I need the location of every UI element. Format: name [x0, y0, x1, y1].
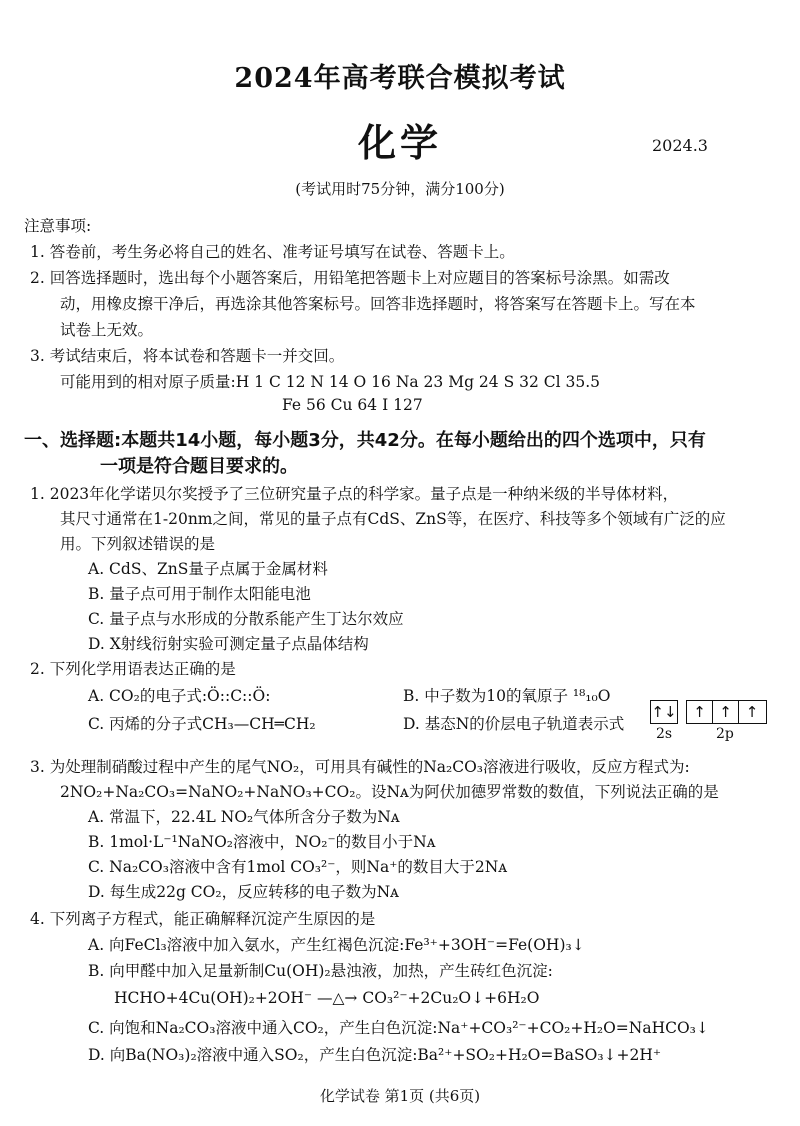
q1-stem-line-3: 用。下列叙述错误的是: [60, 535, 216, 553]
q1-option-d: D. X射线衍射实验可测定量子点晶体结构: [88, 635, 369, 653]
q2-stem: 2. 下列化学用语表达正确的是: [30, 660, 236, 678]
orbital-box-2s: [650, 700, 678, 724]
section-1-heading-line-2: 一项是符合题目要求的。: [100, 456, 298, 477]
orbital-2s-cell: ↑↓: [651, 703, 677, 721]
q1-option-c: C. 量子点与水形成的分散系能产生丁达尔效应: [88, 610, 404, 628]
atomic-masses-line-1: 可能用到的相对原子质量:H 1 C 12 N 14 O 16 Na 23 Mg 24 S 32 Cl 35.5: [60, 373, 601, 391]
q4-option-d: D. 向Ba(NO₃)₂溶液中通入SO₂，产生白色沉淀:Ba²⁺+SO₂+H₂O=BaSO₃↓+2H⁺: [88, 1046, 662, 1064]
orbital-label-2p: 2p: [716, 726, 734, 742]
exam-date: 2024.3: [652, 136, 708, 155]
subject-title: 化学: [357, 120, 442, 165]
orbital-box-2p: [686, 700, 767, 724]
note-3: 3. 考试结束后，将本试卷和答题卡一并交回。: [30, 347, 345, 365]
note-2-line-1: 2. 回答选择题时，选出每个小题答案后，用铅笔把答题卡上对应题目的答案标号涂黑。如需改: [30, 269, 670, 287]
atomic-masses-line-2: Fe 56 Cu 64 I 127: [282, 396, 423, 414]
orbital-2p-cell: ↑: [713, 701, 739, 723]
q4-option-c: C. 向饱和Na₂CO₃溶液中通入CO₂，产生白色沉淀:Na⁺+CO₃²⁻+CO₂+H₂O=NaHCO₃↓: [88, 1019, 709, 1037]
q3-stem-line-2: 2NO₂+Na₂CO₃=NaNO₂+NaNO₃+CO₂。设Nᴀ为阿伏加德罗常数的数值，下列说法正确的是: [60, 783, 719, 801]
note-2-line-2: 动，用橡皮擦干净后，再选涂其他答案标号。回答非选择题时，将答案写在答题卡上。写在本: [60, 295, 696, 313]
exam-duration: (考试用时75分钟，满分100分): [295, 180, 505, 198]
note-1: 1. 答卷前，考生务必将自己的姓名、准考证号填写在试卷、答题卡上。: [30, 243, 515, 261]
page-footer: 化学试卷 第1页 (共6页): [319, 1087, 481, 1105]
note-2-line-3: 试卷上无效。: [60, 321, 154, 339]
q3-option-d: D. 每生成22g CO₂，反应转移的电子数为Nᴀ: [88, 883, 399, 901]
orbital-label-2s: 2s: [656, 726, 673, 742]
q1-option-b: B. 量子点可用于制作太阳能电池: [88, 585, 311, 603]
q1-stem-line-2: 其尺寸通常在1-20nm之间，常见的量子点有CdS、ZnS等，在医疗、科技等多个领域有广泛的应: [60, 510, 726, 528]
q3-option-b: B. 1mol·L⁻¹NaNO₂溶液中，NO₂⁻的数目小于Nᴀ: [88, 833, 436, 851]
q3-option-a: A. 常温下，22.4L NO₂气体所含分子数为Nᴀ: [88, 808, 400, 826]
q4-stem: 4. 下列离子方程式，能正确解释沉淀产生原因的是: [30, 910, 376, 928]
q2-option-d: D. 基态N的价层电子轨道表示式: [403, 715, 625, 733]
q1-stem-line-1: 1. 2023年化学诺贝尔奖授予了三位研究量子点的科学家。量子点是一种纳米级的半导体材料，: [30, 485, 679, 503]
orbital-2p-cell: ↑: [687, 701, 713, 723]
q4-option-b-line-1: B. 向甲醛中加入足量新制Cu(OH)₂悬浊液，加热，产生砖红色沉淀:: [88, 962, 553, 980]
q2-option-b: B. 中子数为10的氧原子 ¹⁸₁₀O: [403, 687, 611, 705]
section-1-heading-line-1: 一、选择题:本题共14小题，每小题3分，共42分。在每小题给出的四个选项中，只有: [24, 430, 706, 451]
exam-title: 2024年高考联合模拟考试: [234, 63, 566, 94]
q3-option-c: C. Na₂CO₃溶液中含有1mol CO₃²⁻，则Na⁺的数目大于2Nᴀ: [88, 858, 508, 876]
q4-option-a: A. 向FeCl₃溶液中加入氨水，产生红褐色沉淀:Fe³⁺+3OH⁻=Fe(OH)₃↓: [88, 936, 585, 954]
q1-option-a: A. CdS、ZnS量子点属于金属材料: [88, 560, 328, 578]
q2-option-c: C. 丙烯的分子式CH₃—CH═CH₂: [88, 715, 316, 733]
orbital-2p-cell: ↑: [745, 703, 759, 721]
q2-option-a: A. CO₂的电子式:Ö::C::Ö:: [88, 687, 271, 705]
notes-heading: 注意事项:: [24, 217, 92, 235]
q4-option-b-equation: HCHO+4Cu(OH)₂+2OH⁻ —△→ CO₃²⁻+2Cu₂O↓+6H₂O: [114, 989, 540, 1007]
q3-stem-line-1: 3. 为处理制硝酸过程中产生的尾气NO₂，可用具有碱性的Na₂CO₃溶液进行吸收，反应方程式为:: [30, 758, 690, 776]
